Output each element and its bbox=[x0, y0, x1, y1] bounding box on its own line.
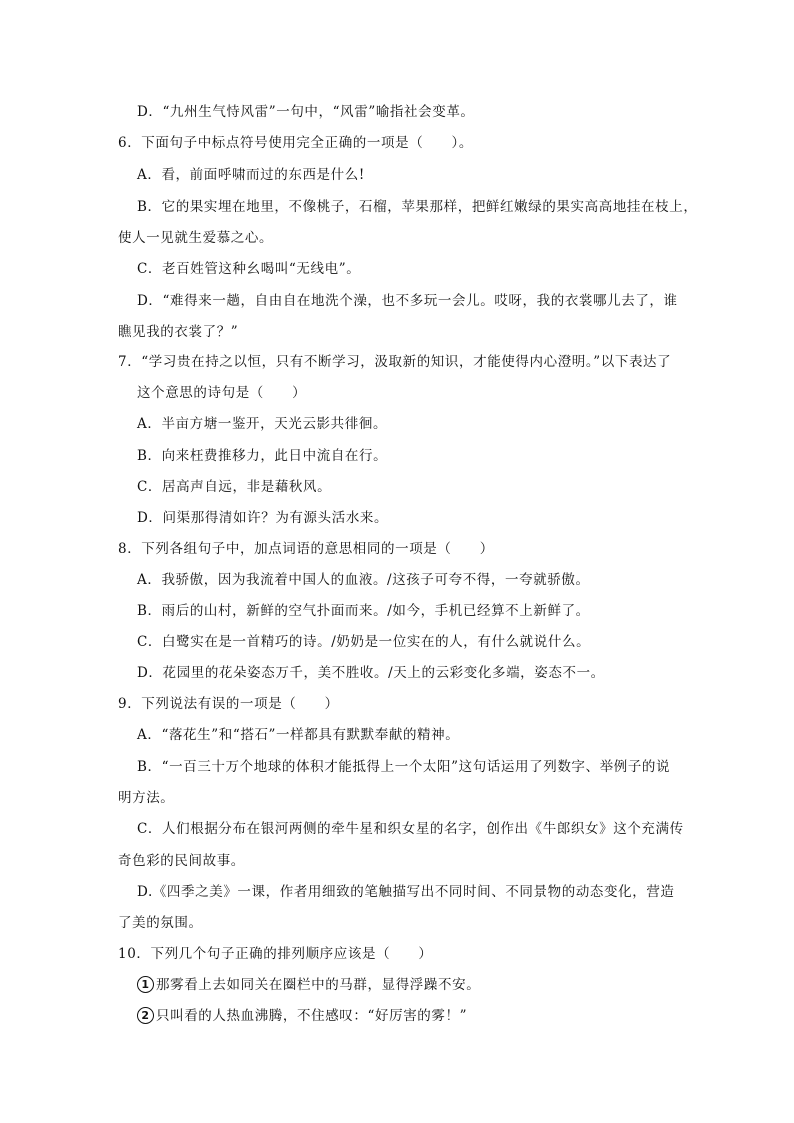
q6-option-c: C．老百姓管这种幺喝叫“无线电”。 bbox=[137, 261, 361, 277]
circled-number-1: 1 bbox=[137, 976, 154, 993]
q6-option-a: A．看，前面呼啸而过的东西是什么! bbox=[137, 167, 365, 183]
question-8: 8．下列各组句子中，加点词语的意思相同的一项是（ ） bbox=[118, 541, 494, 557]
question-7-cont: 这个意思的诗句是（ ） bbox=[137, 385, 307, 401]
q9-option-d: D.《四季之美》一课，作者用细致的笔触描写出不同时间、不同景物的动态变化，营造 bbox=[137, 884, 675, 900]
q7-option-d: D．问渠那得清如许？为有源头活水来。 bbox=[137, 510, 389, 526]
q10-sentence-1-text: 那雾看上去如同关在圈栏中的马群，显得浮躁不安。 bbox=[156, 977, 481, 993]
question-10: 10．下列几个句子正确的排列顺序应该是（ ） bbox=[118, 946, 433, 962]
q9-option-b-cont: 明方法。 bbox=[118, 790, 175, 806]
q6-option-d: D．“难得来一趟，自由自在地洗个澡，也不多玩一会儿。哎呀，我的衣裳哪儿去了，谁 bbox=[137, 293, 678, 309]
q9-option-c: C．人们根据分布在银河两侧的牵牛星和织女星的名字，创作出《牛郎织女》这个充满传 bbox=[137, 821, 684, 837]
q8-option-c: C．白鹭实在是一首精巧的诗。/奶奶是一位实在的人，有什么就说什么。 bbox=[137, 634, 591, 650]
question-9: 9．下列说法有误的一项是（ ） bbox=[118, 696, 339, 712]
q10-sentence-2-text: 只叫看的人热血沸腾，不住感叹：“好厉害的雾！” bbox=[156, 1008, 468, 1024]
q10-sentence-1 bbox=[0, 975, 794, 995]
q7-option-c: C．居高声自远，非是藉秋风。 bbox=[137, 479, 332, 495]
q9-option-b: B．“一百三十万个地球的体积才能抵得上一个太阳”这句话运用了列数字、举例子的说 bbox=[137, 759, 671, 775]
question-6: 6．下面句子中标点符号使用完全正确的一项是（ ）。 bbox=[118, 135, 473, 151]
q7-option-b: B．向来枉费推移力，此日中流自在行。 bbox=[137, 448, 388, 464]
q5-option-d: D．“九州生气恃风雷”一句中，“风雷”喻指社会变革。 bbox=[137, 104, 475, 120]
q6-option-b: B．它的果实埋在地里，不像桃子，石榴，苹果那样，把鲜红嫩绿的果实高高地挂在枝上， bbox=[137, 199, 698, 215]
q8-option-a: A．我骄傲，因为我流着中国人的血液。/这孩子可夸不得，一夸就骄傲。 bbox=[137, 572, 590, 588]
q8-option-b: B．雨后的山村，新鲜的空气扑面而来。/如今，手机已经算不上新鲜了。 bbox=[137, 603, 590, 619]
circled-number-2: 2 bbox=[137, 1007, 154, 1024]
q9-option-a: A．“落花生”和“搭石”一样都具有默默奉献的精神。 bbox=[137, 727, 460, 743]
q8-option-d: D．花园里的花朵姿态万千，美不胜收。/天上的云彩变化多端，姿态不一。 bbox=[137, 665, 605, 681]
q9-option-d-cont: 了美的氛围。 bbox=[118, 915, 203, 931]
q10-sentence-2 bbox=[0, 1006, 794, 1026]
q6-option-b-cont: 使人一见就生爱慕之心。 bbox=[118, 230, 274, 246]
q6-option-d-cont: 瞧见我的衣裳了？” bbox=[118, 324, 239, 340]
question-7: 7．“学习贵在持之以恒，只有不断学习，汲取新的知识，才能使得内心澄明。”以下表达了 bbox=[118, 354, 672, 370]
q7-option-a: A．半亩方塘一鉴开，天光云影共徘徊。 bbox=[137, 416, 388, 432]
q9-option-c-cont: 奇色彩的民间故事。 bbox=[118, 853, 245, 869]
